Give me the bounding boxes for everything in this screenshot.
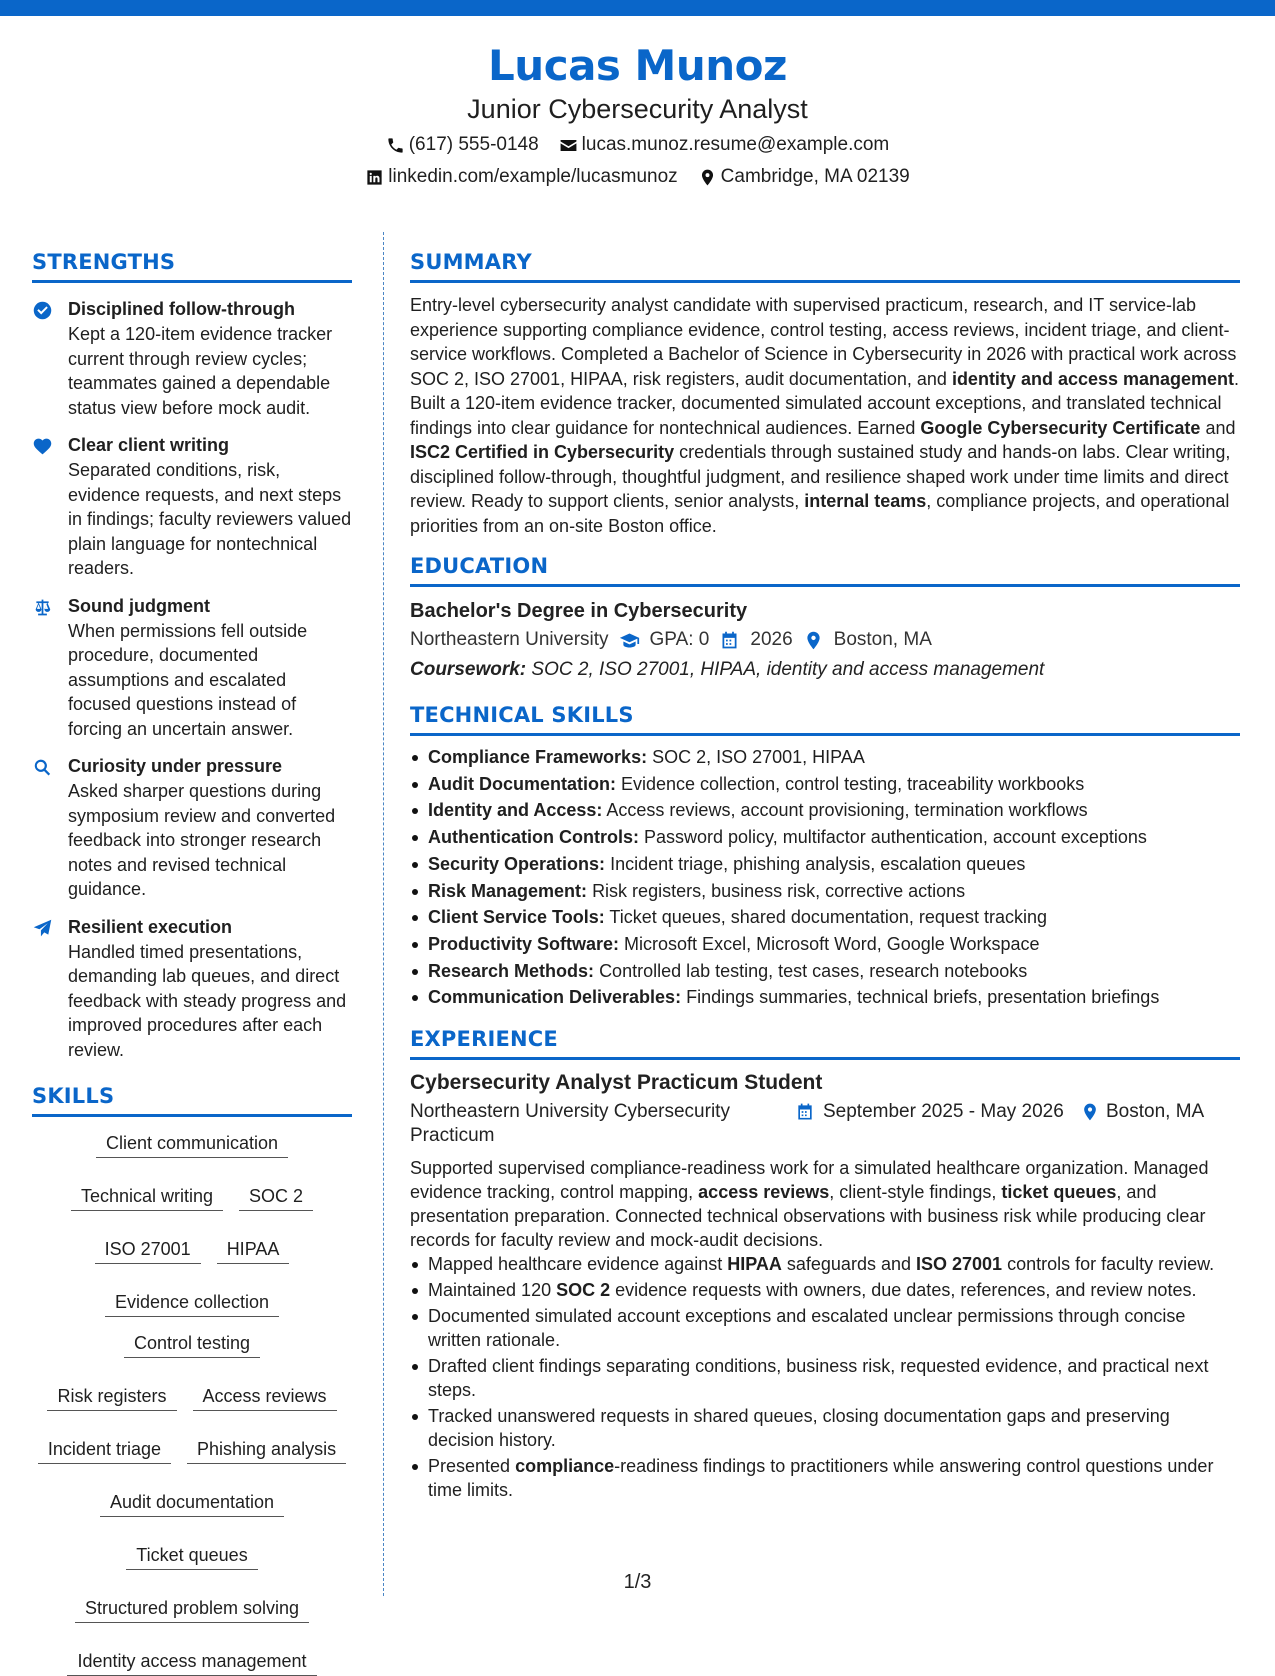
candidate-name: Lucas Munoz bbox=[488, 41, 787, 90]
skill-tag: Access reviews bbox=[193, 1382, 337, 1411]
graduation-cap-icon bbox=[619, 630, 640, 651]
list-item: Mapped healthcare evidence against HIPAA safeguards and ISO 27001 controls for faculty review. bbox=[410, 1252, 1240, 1276]
skill-tag: Client communication bbox=[96, 1129, 288, 1158]
list-item: Communication Deliverables: Findings summaries, technical briefs, presentation briefings bbox=[410, 984, 1240, 1011]
strength-item bbox=[32, 297, 352, 420]
strength-item bbox=[32, 915, 352, 1063]
skill-tag: Control testing bbox=[124, 1329, 260, 1358]
strength-item bbox=[32, 433, 352, 581]
skill-tag: Incident triage bbox=[38, 1435, 171, 1464]
right-column bbox=[410, 246, 1240, 1504]
strength-title: Clear client writing bbox=[68, 435, 230, 455]
strength-text: When permissions fell outside procedure, documented assumptions and escalated focused questions instead of forcing an uncertain answer. bbox=[68, 620, 308, 739]
strengths-list bbox=[32, 297, 352, 1062]
experience-location: Boston, MA bbox=[1080, 1100, 1240, 1148]
skill-tag: Ticket queues bbox=[126, 1541, 257, 1570]
envelope-icon bbox=[559, 136, 578, 155]
skill-tag: Risk registers bbox=[47, 1382, 176, 1411]
job-title: Junior Cybersecurity Analyst bbox=[467, 94, 808, 124]
linkedin-text[interactable]: linkedin.com/example/lucasmunoz bbox=[388, 166, 678, 187]
calendar-icon bbox=[719, 630, 740, 651]
contact-line-1 bbox=[0, 130, 1275, 160]
list-item: Authentication Controls: Password policy, multifactor authentication, account exceptions bbox=[410, 824, 1240, 851]
strength-title: Curiosity under pressure bbox=[68, 756, 283, 776]
heart-icon bbox=[32, 436, 53, 457]
list-item: Client Service Tools: Ticket queues, shared documentation, request tracking bbox=[410, 904, 1240, 931]
education-heading: EDUCATION bbox=[410, 550, 1240, 587]
contact-line-2 bbox=[0, 162, 1275, 192]
calendar-icon bbox=[795, 1102, 815, 1122]
email-text[interactable]: lucas.munoz.resume@example.com bbox=[581, 134, 890, 155]
experience-meta bbox=[410, 1100, 1240, 1148]
location-text: Cambridge, MA 02139 bbox=[720, 166, 910, 187]
strength-text: Asked sharper questions during symposium review and converted feedback into stronger research notes and revised technical guidance. bbox=[68, 781, 336, 899]
linkedin-icon bbox=[365, 168, 384, 187]
skill-tag: HIPAA bbox=[217, 1235, 290, 1264]
page-number: 1/3 bbox=[623, 1571, 652, 1593]
scale-icon bbox=[32, 597, 53, 618]
summary-heading: SUMMARY bbox=[410, 246, 1240, 283]
skill-tag: Identity access management bbox=[67, 1647, 316, 1676]
skill-tag: Structured problem solving bbox=[75, 1594, 309, 1623]
skill-tag: ISO 27001 bbox=[95, 1235, 201, 1264]
column-divider bbox=[383, 232, 384, 1596]
skills-heading: SKILLS bbox=[32, 1080, 352, 1117]
list-item: Risk Management: Risk registers, business risk, corrective actions bbox=[410, 878, 1240, 905]
experience-heading: EXPERIENCE bbox=[410, 1023, 1240, 1060]
phone-text: (617) 555-0148 bbox=[408, 134, 539, 155]
linkedin-contact[interactable] bbox=[365, 162, 677, 192]
top-accent-bar bbox=[0, 0, 1275, 16]
summary-text: Entry-level cybersecurity analyst candidate with supervised practicum, research, and IT service-lab experience supporting compliance evidence, control testing, access reviews, incident triage, and client-service workflows. Completed a Bachelor of Science in Cybersecurity in 2026 with practical work across SOC 2, ISO 27001, HIPAA, risk registers, audit documentation, and identity and access management. Built a 120-item evidence tracker, documented simulated account exceptions, and translated technical findings into clear guidance for nontechnical audiences. Earned Google Cybersecurity Certificate and ISC2 Certified in Cybersecurity credentials through sustained study and hands-on labs. Clear writing, disciplined follow-through, thoughtful judgment, and resilience shaped work under time limits and direct review. Ready to support clients, senior analysts, internal teams, compliance projects, and operational priorities from an on-site Boston office. bbox=[410, 295, 1240, 536]
map-pin-icon bbox=[1080, 1102, 1100, 1122]
list-item: Audit Documentation: Evidence collection, control testing, traceability workbooks bbox=[410, 771, 1240, 798]
list-item: Security Operations: Incident triage, phishing analysis, escalation queues bbox=[410, 851, 1240, 878]
skill-tag: SOC 2 bbox=[239, 1182, 313, 1211]
left-column bbox=[32, 246, 352, 1676]
map-pin-icon bbox=[803, 630, 824, 651]
gpa: GPA: 0 bbox=[619, 625, 710, 655]
organization-name: Northeastern University Cybersecurity Practicum bbox=[410, 1101, 730, 1147]
list-item: Drafted client findings separating conditions, business risk, requested evidence, and practical next steps. bbox=[410, 1354, 1240, 1402]
strength-item bbox=[32, 754, 352, 902]
search-icon bbox=[32, 757, 53, 778]
skill-tag: Evidence collection bbox=[105, 1288, 279, 1317]
strength-text: Kept a 120-item evidence tracker current through review cycles; teammates gained a dependable status view before mock audit. bbox=[68, 324, 333, 418]
degree-title: Bachelor's Degree in Cybersecurity bbox=[410, 600, 748, 622]
paper-plane-icon bbox=[32, 918, 53, 939]
role-title: Cybersecurity Analyst Practicum Student bbox=[410, 1071, 823, 1095]
school-name: Northeastern University bbox=[410, 629, 609, 650]
list-item: Maintained 120 SOC 2 evidence requests with owners, due dates, references, and review notes. bbox=[410, 1278, 1240, 1302]
map-pin-icon bbox=[698, 168, 717, 187]
education-meta bbox=[410, 625, 1240, 655]
strength-title: Resilient execution bbox=[68, 916, 233, 937]
coursework: Coursework: SOC 2, ISO 27001, HIPAA, identity and access management bbox=[410, 659, 1045, 680]
list-item: Identity and Access: Access reviews, account provisioning, termination workflows bbox=[410, 797, 1240, 824]
experience-dates: September 2025 - May 2026 bbox=[795, 1100, 1080, 1148]
technical-skills-list bbox=[410, 744, 1240, 1011]
skill-tag: Phishing analysis bbox=[187, 1435, 346, 1464]
list-item: Research Methods: Controlled lab testing, test cases, research notebooks bbox=[410, 958, 1240, 985]
education-location: Boston, MA bbox=[803, 625, 932, 655]
phone-contact bbox=[386, 130, 539, 160]
technical-skills-heading: TECHNICAL SKILLS bbox=[410, 699, 1240, 736]
phone-icon bbox=[386, 136, 405, 155]
check-circle-icon bbox=[32, 300, 53, 321]
email-contact[interactable] bbox=[559, 130, 890, 160]
experience-bullets bbox=[410, 1252, 1240, 1502]
skill-tag: Audit documentation bbox=[100, 1488, 284, 1517]
strengths-heading: STRENGTHS bbox=[32, 246, 352, 283]
list-item: Presented compliance-readiness findings to practitioners while answering control questions under time limits. bbox=[410, 1454, 1240, 1502]
experience-description: Supported supervised compliance-readiness work for a simulated healthcare organization. Managed evidence tracking, control mapping, access reviews, client-style findings, ticket queues, and presentation preparation. Connected technical observations with business risk while producing clear records for faculty review and mock-audit decisions. bbox=[410, 1158, 1209, 1251]
strength-title: Disciplined follow-through bbox=[68, 299, 295, 319]
strength-title: Sound judgment bbox=[68, 595, 210, 616]
strength-text: Separated conditions, risk, evidence requests, and next steps in findings; faculty reviewers valued plain language for nontechnical readers. bbox=[68, 460, 352, 578]
list-item: Documented simulated account exceptions and escalated unclear permissions through concise written rationale. bbox=[410, 1304, 1240, 1352]
graduation-year: 2026 bbox=[719, 625, 792, 655]
list-item: Productivity Software: Microsoft Excel, Microsoft Word, Google Workspace bbox=[410, 931, 1240, 958]
location-contact bbox=[698, 162, 910, 192]
resume-header bbox=[0, 40, 1275, 192]
strength-item bbox=[32, 594, 352, 742]
strength-text: Handled timed presentations, demanding lab queues, and direct feedback with steady progress and improved procedures after each review. bbox=[68, 941, 347, 1060]
list-item: Compliance Frameworks: SOC 2, ISO 27001, HIPAA bbox=[410, 744, 1240, 771]
skill-tag: Technical writing bbox=[71, 1182, 223, 1211]
list-item: Tracked unanswered requests in shared queues, closing documentation gaps and preserving decision history. bbox=[410, 1404, 1240, 1452]
